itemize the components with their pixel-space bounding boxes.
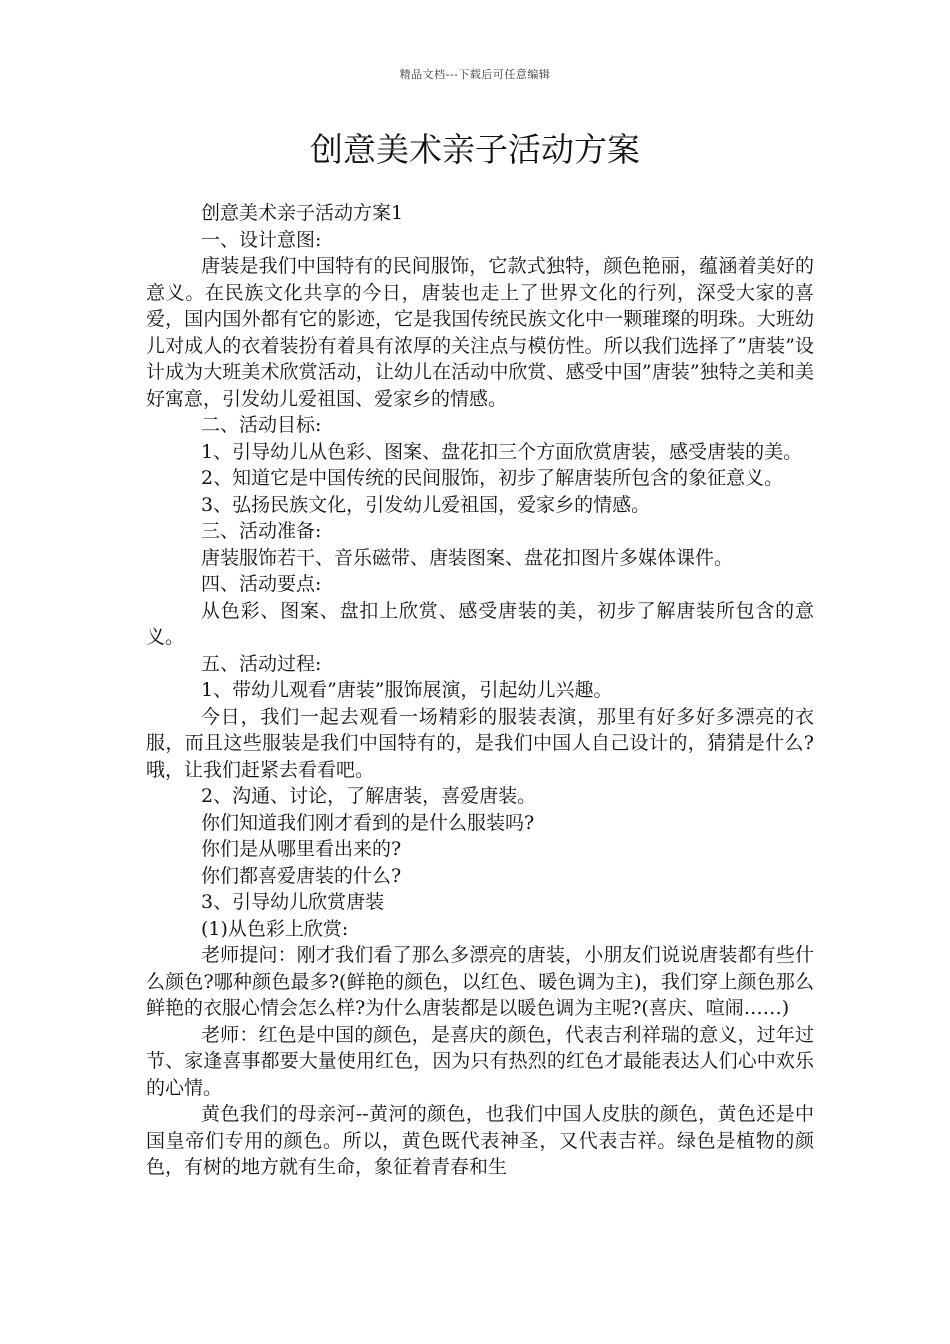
paragraph: 你们都喜爱唐装的什么? — [201, 864, 402, 887]
paragraph: 从色彩、图案、盘扣上欣赏、感受唐装的美，初步了解唐装所包含的意义。 — [146, 599, 814, 648]
section-heading: 五、活动过程: — [201, 652, 322, 675]
paragraph: 唐装服饰若干、音乐磁带、唐装图案、盘花扣图片多媒体课件。 — [201, 546, 734, 569]
paragraph: 创意美术亲子活动方案1 — [201, 202, 404, 224]
document-title: 创意美术亲子活动方案 — [310, 130, 640, 169]
paragraph: 1、引导幼儿从色彩、图案、盘花扣三个方面欣赏唐装，感受唐装的美。 — [201, 440, 803, 463]
section-heading: 一、设计意图: — [201, 228, 322, 251]
section-heading: 四、活动要点: — [201, 573, 322, 595]
paragraph: 2、知道它是中国传统的民间服饰，初步了解唐装所包含的象征意义。 — [201, 467, 784, 489]
paragraph: 今日，我们一起去观看一场精彩的服装表演，那里有好多好多漂亮的衣服，而且这些服装是我们中国特有的，是我们中国人自己设计的，猜猜是什么?哦，让我们赶紧去看看吧。 — [146, 705, 814, 781]
paragraph: 你们知道我们刚才看到的是什么服装吗? — [201, 811, 535, 834]
paragraph: 老师提问：刚才我们看了那么多漂亮的唐装，小朋友们说说唐装都有些什么颜色?哪种颜色最多?(鲜艳的颜色，以红色、暖色调为主)，我们穿上颜色那么鲜艳的衣服心情会怎么样?为什么唐装都是以暖色调为主呢?(喜庆、喧闹……) — [146, 944, 814, 1019]
paragraph: 唐装是我们中国特有的民间服饰，它款式独特，颜色艳丽，蕴涵着美好的意义。在民族文化共享的今日，唐装也走上了世界文化的行列，深受大家的喜爱，国内国外都有它的影迹，它是我国传统民族文化中一颗璀璨的明珠。大班幼儿对成人的衣着装扮有着具有浓厚的关注点与模仿性。所以我们选择了”唐装”设计成为大班美术欣赏活动，让幼儿在活动中欣赏、感受中国”唐装”独特之美和美好寓意，引发幼儿爱祖国、爱家乡的情感。 — [146, 255, 814, 410]
section-heading: 三、活动准备: — [201, 520, 322, 542]
paragraph: 3、引导幼儿欣赏唐装 — [201, 891, 385, 913]
section-heading: 二、活动目标: — [201, 414, 322, 436]
paragraph: 黄色我们的母亲河--黄河的颜色，也我们中国人皮肤的颜色，黄色还是中国皇帝们专用的颜色。所以，黄色既代表神圣，又代表吉祥。绿色是植物的颜色，有树的地方就有生命，象征着青春和生 — [146, 1103, 814, 1178]
header-note: 精品文档---下载后可任意编辑 — [399, 68, 551, 81]
paragraph: 老师：红色是中国的颜色，是喜庆的颜色，代表吉利祥瑞的意义，过年过节、家逢喜事都要大量使用红色，因为只有热烈的红色才最能表达人们心中欢乐的心情。 — [146, 1023, 814, 1099]
document-body — [146, 200, 814, 1181]
paragraph: 3、弘扬民族文化，引发幼儿爱祖国，爱家乡的情感。 — [201, 493, 651, 516]
paragraph: 1、带幼儿观看”唐装”服饰展演，引起幼儿兴趣。 — [201, 679, 613, 701]
paragraph: 你们是从哪里看出来的? — [201, 838, 402, 860]
paragraph: (1)从色彩上欣赏: — [201, 917, 349, 940]
paragraph: 2、沟通、讨论，了解唐装，喜爱唐装。 — [201, 785, 537, 807]
